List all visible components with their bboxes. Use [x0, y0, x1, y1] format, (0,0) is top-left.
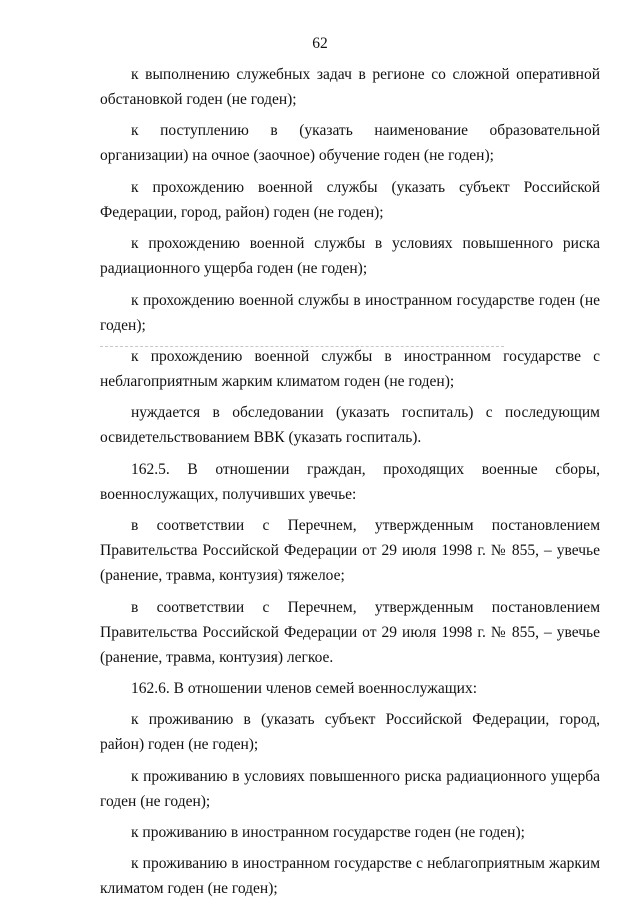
section-heading-162-5: 162.5. В отношении граждан, проходящих военные сборы, военнослужащих, получивших увечье:	[100, 460, 600, 503]
page-number: 62	[312, 35, 328, 52]
paragraph: к прохождению военной службы в иностранном государстве годен (не годен);	[100, 291, 600, 334]
page-body	[100, 62, 600, 908]
section-heading-162-6: 162.6. В отношении членов семей военнослужащих:	[131, 679, 478, 697]
paragraph: к поступлению в (указать наименование образовательной организации) на очное (заочное) обучение годен (не годен);	[100, 122, 600, 165]
paragraph: к прохождению военной службы (указать субъект Российской Федерации, город, район) годен (не годен);	[100, 178, 600, 221]
paragraph: нуждается в обследовании (указать госпиталь) с последующим освидетельствованием ВВК (указать госпиталь).	[100, 404, 600, 447]
paragraph: к проживанию в условиях повышенного риска радиационного ущерба годен (не годен);	[100, 767, 600, 810]
paragraph: к выполнению служебных задач в регионе со сложной оперативной обстановкой годен (не годен);	[100, 66, 600, 108]
paragraph: к прохождению военной службы в условиях повышенного риска радиационного ущерба годен (не годен);	[100, 235, 600, 278]
paragraph: к проживанию в иностранном государстве годен (не годен);	[131, 824, 525, 842]
paragraph: в соответствии с Перечнем, утвержденным постановлением Правительства Российской Федерации от 29 июля 1998 г. № 855, – увечье (ранение, травма, контузия) тяжелое;	[100, 517, 600, 585]
paragraph: в соответствии с Перечнем, утвержденным постановлением Правительства Российской Федерации от 29 июля 1998 г. № 855, – увечье (ранение, травма, контузия) легкое.	[100, 598, 600, 666]
paragraph: к проживанию в (указать субъект Российской Федерации, город, район) годен (не годен);	[100, 711, 600, 754]
paragraph: к проживанию в иностранном государстве с неблагоприятным жарким климатом годен (не годен);	[100, 855, 600, 898]
paragraph: к прохождению военной службы в иностранном государстве с неблагоприятным жарким климатом годен (не годен);	[100, 347, 600, 390]
